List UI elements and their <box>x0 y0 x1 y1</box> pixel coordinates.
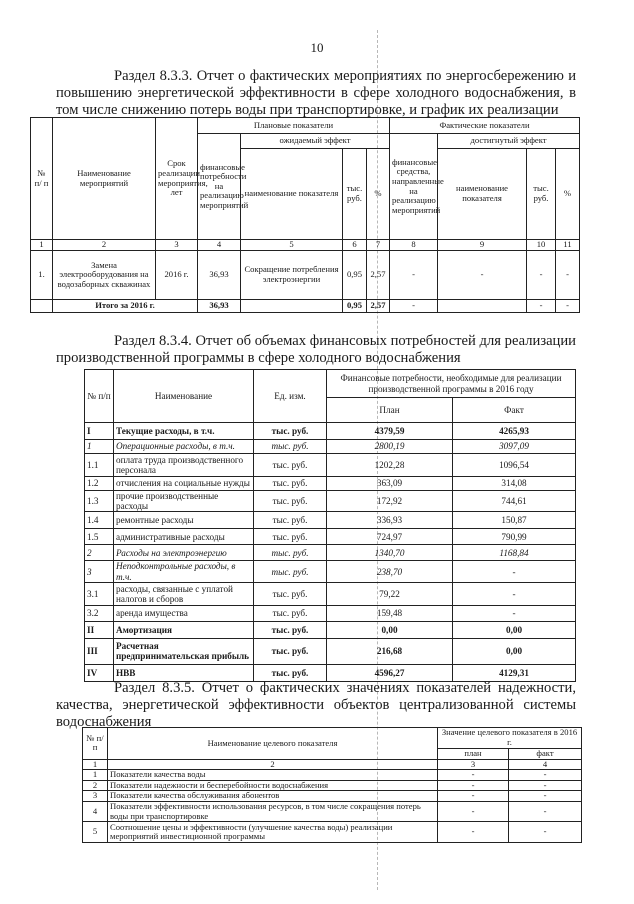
plan-header: План <box>327 398 453 423</box>
col-number: 3 <box>156 240 198 251</box>
table-row <box>85 545 576 561</box>
row-plan-eff-name: Сокращение потребления электроэнергии <box>241 251 343 300</box>
table-row <box>85 605 576 621</box>
row-name: Замена электрооборудования на водозаборных скважинах <box>53 251 156 300</box>
total-fact-eff-rub: - <box>527 300 556 313</box>
row-unit: тыс. руб. <box>254 440 327 454</box>
row-fact-fin: - <box>390 251 438 300</box>
row-fact: - <box>509 791 582 802</box>
row-name: аренда имущества <box>114 605 254 621</box>
energy-measures-table <box>30 117 580 313</box>
table-row <box>83 791 582 802</box>
row-num: 1.4 <box>85 512 114 529</box>
row-fact-eff-rub: - <box>527 251 556 300</box>
row-plan: 216,68 <box>327 638 453 664</box>
row-num: 1.2 <box>85 477 114 491</box>
target-group-header: Значение целевого показателя в 2016 г. <box>438 728 582 749</box>
row-num: 3.2 <box>85 605 114 621</box>
row-name: Показатели эффективности использования ресурсов, в том числе сокращения потерь воды при транспортировке <box>108 801 438 821</box>
plan-fin-header: финансовые потребности на реализацию мероприятий <box>198 134 241 240</box>
total-fact-eff-pct: - <box>556 300 580 313</box>
financial-group-header: Финансовые потребности, необходимые для реализации производственной программы в 2016 году <box>327 370 576 398</box>
col-num-header: № п/ п <box>31 118 53 240</box>
row-num: 2 <box>83 780 108 791</box>
row-unit: тыс. руб. <box>254 545 327 561</box>
row-plan-eff-rub: 0,95 <box>343 251 367 300</box>
row-unit: тыс. руб. <box>254 561 327 582</box>
col-number: 3 <box>438 759 509 770</box>
col-number: 1 <box>31 240 53 251</box>
col-number: 4 <box>198 240 241 251</box>
row-num: 1.3 <box>85 491 114 512</box>
section-8-3-4-heading: Раздел 8.3.4. Отчет об объемах финансовых потребностей для реализации производственной программы в сфере холодного водоснабжения <box>56 333 576 366</box>
row-fact: 3097,09 <box>453 440 576 454</box>
row-name: Текущие расходы, в т.ч. <box>114 423 254 440</box>
row-plan: 238,70 <box>327 561 453 582</box>
row-num: 4 <box>83 801 108 821</box>
row-name: Показатели качества обслуживания абонентов <box>108 791 438 802</box>
fact-eff-rub-header: тыс. руб. <box>527 149 556 240</box>
row-plan: 363,09 <box>327 477 453 491</box>
row-fact: - <box>453 605 576 621</box>
row-unit: тыс. руб. <box>254 605 327 621</box>
row-fact: 150,87 <box>453 512 576 529</box>
total-plan-fin: 36,93 <box>198 300 241 313</box>
row-num: 3 <box>85 561 114 582</box>
row-plan: 79,22 <box>327 582 453 605</box>
row-fact: - <box>453 561 576 582</box>
fact-effect-header: достигнутый эффект <box>438 134 580 149</box>
row-num: 3 <box>83 791 108 802</box>
col-number: 1 <box>83 759 108 770</box>
row-fact: - <box>509 822 582 843</box>
row-num: 1 <box>83 770 108 781</box>
fact-header: Факт <box>453 398 576 423</box>
row-unit: тыс. руб. <box>254 491 327 512</box>
row-fact: - <box>509 770 582 781</box>
col-number: 7 <box>367 240 390 251</box>
row-plan: - <box>438 780 509 791</box>
row-fact: 1096,54 <box>453 454 576 477</box>
row-num: 1.1 <box>85 454 114 477</box>
total-plan-eff-rub: 0,95 <box>343 300 367 313</box>
fact-fin-header: финансовые средства, направленные на реализацию мероприятий <box>390 134 438 240</box>
col-number: 5 <box>241 240 343 251</box>
target-indicators-table <box>82 727 582 843</box>
row-num: 1. <box>31 251 53 300</box>
table-row <box>31 251 580 300</box>
row-plan: 724,97 <box>327 529 453 545</box>
table-row <box>85 561 576 582</box>
col-number: 2 <box>53 240 156 251</box>
row-fact-eff-pct: - <box>556 251 580 300</box>
plan-eff-name-header: наименование показателя <box>241 149 343 240</box>
col-num-header: № п/п <box>85 370 114 423</box>
row-fact: 0,00 <box>453 638 576 664</box>
col-num-header: № п/п <box>83 728 108 760</box>
row-name: прочие производственные расходы <box>114 491 254 512</box>
fact-group-header: Фактические показатели <box>390 118 580 134</box>
plan-group-header: Плановые показатели <box>198 118 390 134</box>
col-number: 6 <box>343 240 367 251</box>
col-number: 11 <box>556 240 580 251</box>
table-row <box>85 582 576 605</box>
total-row <box>31 300 580 313</box>
row-fact: - <box>509 780 582 791</box>
table-row <box>85 529 576 545</box>
col-unit-header: Ед. изм. <box>254 370 327 423</box>
section-8-3-5-heading: Раздел 8.3.5. Отчет о фактических значениях показателей надежности, качества, энергетической эффективности объектов централизованной системы водоснабжения <box>56 680 576 730</box>
row-fact-eff-name: - <box>438 251 527 300</box>
fact-eff-name-header: наименование показателя <box>438 149 527 240</box>
table-row <box>85 512 576 529</box>
col-number: 2 <box>108 759 438 770</box>
row-plan-fin: 36,93 <box>198 251 241 300</box>
row-fact: 790,99 <box>453 529 576 545</box>
table-row <box>85 477 576 491</box>
row-unit: тыс. руб. <box>254 582 327 605</box>
row-num: 1 <box>85 440 114 454</box>
row-name: оплата труда производственного персонала <box>114 454 254 477</box>
table-row <box>85 454 576 477</box>
table-row <box>85 638 576 664</box>
fact-header: факт <box>509 749 582 760</box>
plan-effect-header: ожидаемый эффект <box>241 134 390 149</box>
table-row <box>83 770 582 781</box>
row-name: административные расходы <box>114 529 254 545</box>
row-unit: тыс. руб. <box>254 529 327 545</box>
col-name-header: Наименование <box>114 370 254 423</box>
row-unit: тыс. руб. <box>254 638 327 664</box>
col-number: 9 <box>438 240 527 251</box>
row-name: расходы, связанные с уплатой налогов и сборов <box>114 582 254 605</box>
row-fact: 314,08 <box>453 477 576 491</box>
row-name: Показатели надежности и бесперебойности водоснабжения <box>108 780 438 791</box>
row-unit: тыс. руб. <box>254 477 327 491</box>
row-name: ремонтные расходы <box>114 512 254 529</box>
row-num: 1.5 <box>85 529 114 545</box>
total-label: Итого за 2016 г. <box>53 300 198 313</box>
row-num: III <box>85 638 114 664</box>
fact-eff-pct-header: % <box>556 149 580 240</box>
row-unit: тыс. руб. <box>254 664 327 681</box>
row-name: Расчетная предпринимательская прибыль <box>114 638 254 664</box>
col-term-header: Срок реализации мероприятия, лет <box>156 118 198 240</box>
col-number: 4 <box>509 759 582 770</box>
table-row <box>85 621 576 638</box>
col-name-header: Наименование целевого показателя <box>108 728 438 760</box>
section-8-3-3-heading: Раздел 8.3.3. Отчет о фактических мероприятиях по энергосбережению и повышению энергетической эффективности в сфере холодного водоснабжения, в том числе снижению потерь воды при транспортировке, и график их реализации <box>56 68 576 118</box>
row-plan: 1202,28 <box>327 454 453 477</box>
col-number: 8 <box>390 240 438 251</box>
total-plan-eff-pct: 2,57 <box>367 300 390 313</box>
row-plan: 159,48 <box>327 605 453 621</box>
row-unit: тыс. руб. <box>254 423 327 440</box>
row-plan: 4379,59 <box>327 423 453 440</box>
row-plan: 336,93 <box>327 512 453 529</box>
table-row <box>85 423 576 440</box>
row-num: 5 <box>83 822 108 843</box>
row-unit: тыс. руб. <box>254 512 327 529</box>
row-fact: 744,61 <box>453 491 576 512</box>
table-row <box>85 440 576 454</box>
row-fact: - <box>509 801 582 821</box>
row-unit: тыс. руб. <box>254 454 327 477</box>
row-unit: тыс. руб. <box>254 621 327 638</box>
row-plan: 0,00 <box>327 621 453 638</box>
row-plan: 2800,19 <box>327 440 453 454</box>
row-name: отчисления на социальные нужды <box>114 477 254 491</box>
row-plan-eff-pct: 2,57 <box>367 251 390 300</box>
row-name: НВВ <box>114 664 254 681</box>
row-name: Расходы на электроэнергию <box>114 545 254 561</box>
table-row <box>83 822 582 843</box>
table-row <box>85 491 576 512</box>
col-number: 10 <box>527 240 556 251</box>
total-fact-fin: - <box>390 300 438 313</box>
plan-header: план <box>438 749 509 760</box>
row-fact: 0,00 <box>453 621 576 638</box>
table-row <box>85 664 576 681</box>
plan-eff-rub-header: тыс. руб. <box>343 149 367 240</box>
row-plan: 1340,70 <box>327 545 453 561</box>
row-name: Показатели качества воды <box>108 770 438 781</box>
row-plan: - <box>438 822 509 843</box>
row-fact: - <box>453 582 576 605</box>
table-row <box>83 780 582 791</box>
row-name: Операционные расходы, в т.ч. <box>114 440 254 454</box>
row-plan: - <box>438 770 509 781</box>
row-name: Соотношение цены и эффективности (улучшение качества воды) реализации мероприятий инвестиционной программы <box>108 822 438 843</box>
row-plan: 172,92 <box>327 491 453 512</box>
row-fact: 4129,31 <box>453 664 576 681</box>
row-num: I <box>85 423 114 440</box>
row-fact: 1168,84 <box>453 545 576 561</box>
col-name-header: Наименование мероприятий <box>53 118 156 240</box>
row-plan: 4596,27 <box>327 664 453 681</box>
row-name: Амортизация <box>114 621 254 638</box>
row-plan: - <box>438 801 509 821</box>
row-plan: - <box>438 791 509 802</box>
financial-needs-table <box>84 369 576 682</box>
row-num: 3.1 <box>85 582 114 605</box>
row-num: IV <box>85 664 114 681</box>
row-num: II <box>85 621 114 638</box>
row-fact: 4265,93 <box>453 423 576 440</box>
row-term: 2016 г. <box>156 251 198 300</box>
table-row <box>83 801 582 821</box>
row-name: Неподконтрольные расходы, в т.ч. <box>114 561 254 582</box>
row-num: 2 <box>85 545 114 561</box>
plan-eff-pct-header: % <box>367 149 390 240</box>
page-number: 10 <box>310 40 324 55</box>
